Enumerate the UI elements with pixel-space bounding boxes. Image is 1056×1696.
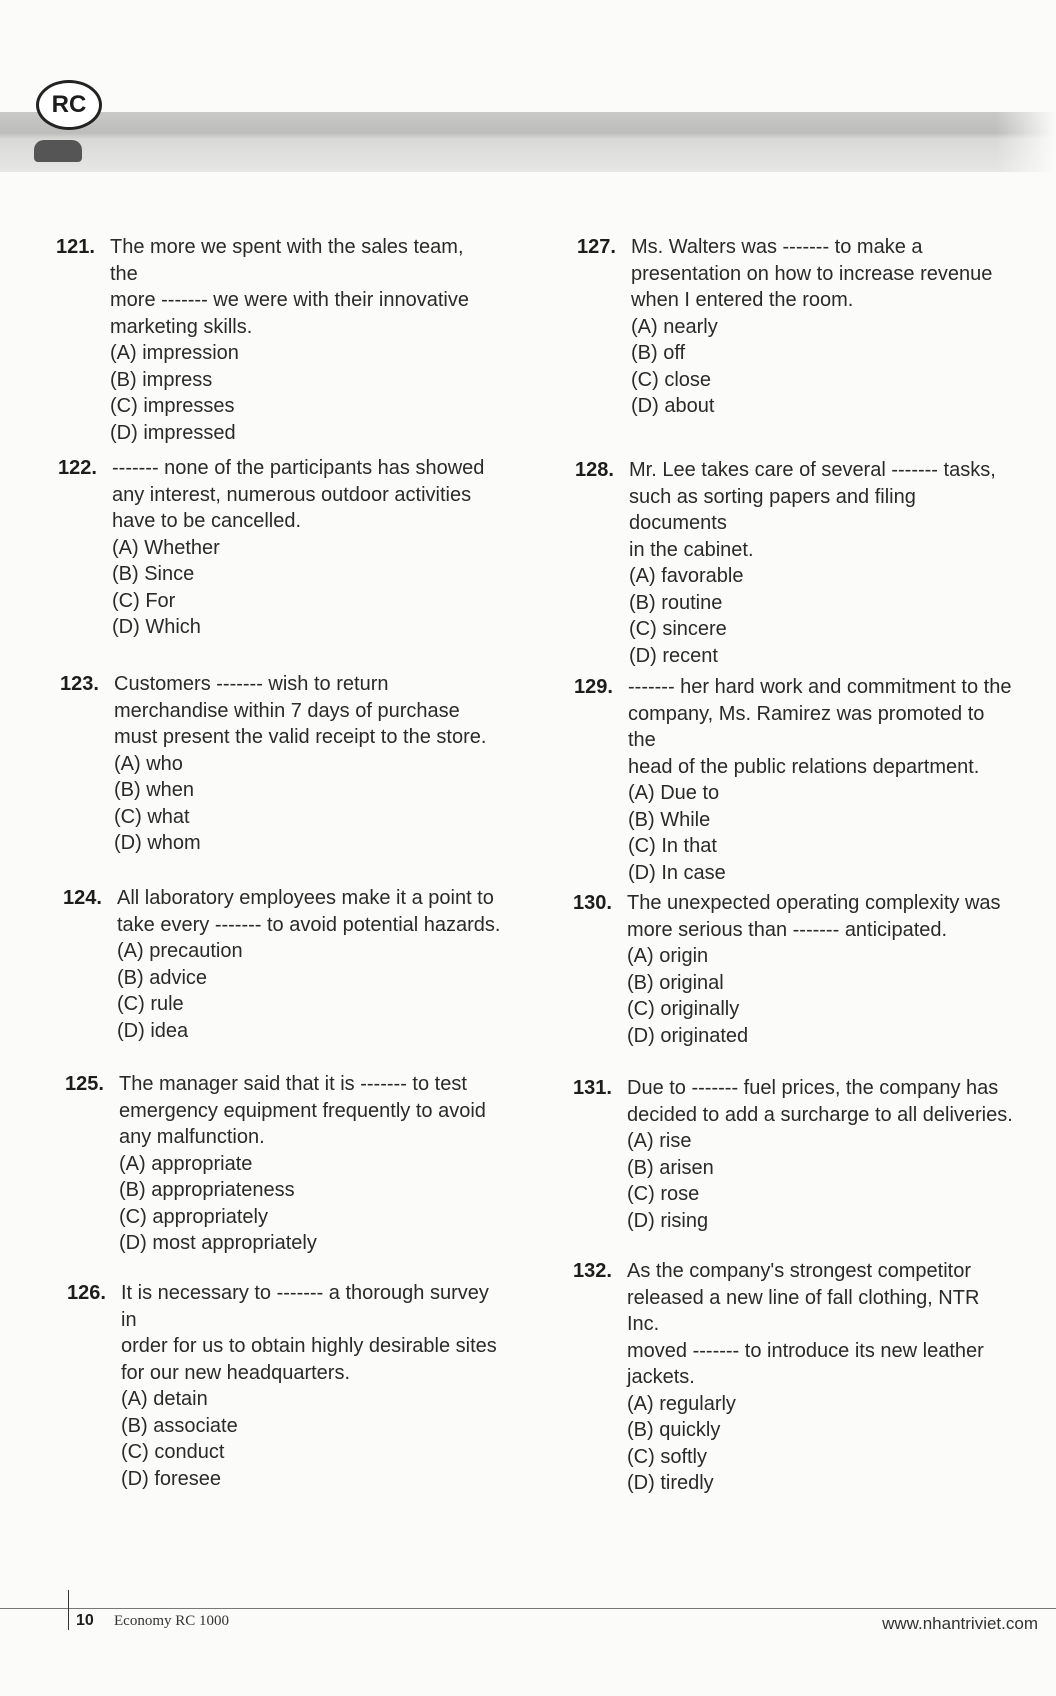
question-number: 129. <box>574 676 613 698</box>
answer-option: (C) impresses <box>110 395 235 417</box>
answer-option: (C) softly <box>627 1445 707 1468</box>
answer-option: (B) advice <box>117 966 208 989</box>
answer-option: (B) Since <box>112 563 195 585</box>
answer-option: (C) rose <box>627 1183 700 1205</box>
question-text-line: The more we spent with the sales team, the <box>110 236 464 285</box>
answer-option: (B) arisen <box>627 1156 714 1179</box>
header-band <box>0 112 1056 172</box>
question-text-line: As the company's strongest competitor <box>627 1260 971 1282</box>
question-text-line: must present the valid receipt to the store. <box>114 726 487 748</box>
question-text-line: moved ------- to introduce its new leather <box>627 1339 984 1362</box>
answer-option: (D) Which <box>112 616 201 638</box>
question-number: 123. <box>60 673 99 695</box>
answer-option: (D) idea <box>117 1019 189 1042</box>
answer-option: (A) precaution <box>117 940 243 962</box>
answer-option: (B) associate <box>121 1414 238 1437</box>
answer-option: (D) In case <box>628 861 726 884</box>
question-text-line: Due to ------- fuel prices, the company has <box>627 1077 999 1099</box>
answer-option: (D) originated <box>627 1024 749 1047</box>
answer-option: (D) most appropriately <box>119 1232 317 1254</box>
answer-option: (A) detain <box>121 1388 208 1410</box>
question-text-line: take every ------- to avoid potential hazards. <box>117 913 501 936</box>
question-number: 122. <box>58 457 97 479</box>
question-text-line: head of the public relations department. <box>628 755 980 778</box>
question-number: 128. <box>575 459 614 481</box>
question-text-line: ------- none of the participants has showed <box>112 457 485 479</box>
website: www.nhantriviet.com <box>882 1614 1038 1633</box>
question-text-line: marketing skills. <box>110 315 253 338</box>
answer-option: (D) whom <box>114 832 201 854</box>
question-text-line: order for us to obtain highly desirable sites <box>121 1335 497 1357</box>
question-128 <box>575 457 1015 669</box>
answer-option: (A) rise <box>627 1130 692 1152</box>
answer-option: (C) rule <box>117 993 184 1015</box>
answer-option: (A) origin <box>627 945 709 967</box>
answer-option: (C) originally <box>627 998 740 1020</box>
question-130 <box>573 890 1013 1049</box>
page-number: 10 <box>76 1612 94 1629</box>
question-number: 125. <box>65 1073 104 1095</box>
question-text-line: Customers ------- wish to return <box>114 673 389 695</box>
question-129 <box>574 674 1014 886</box>
answer-option: (C) In that <box>628 835 717 857</box>
question-text-line: decided to add a surcharge to all deliveries. <box>627 1103 1013 1126</box>
answer-option: (C) conduct <box>121 1441 225 1463</box>
question-124 <box>63 885 503 1044</box>
answer-option: (D) tiredly <box>627 1472 714 1494</box>
answer-option: (A) Due to <box>628 782 720 804</box>
answer-option: (A) appropriate <box>119 1152 253 1175</box>
question-text-line: The unexpected operating complexity was <box>627 892 1001 914</box>
footer-rule <box>0 1608 1056 1609</box>
question-text-line: emergency equipment frequently to avoid <box>119 1099 486 1122</box>
question-text-line: presentation on how to increase revenue <box>631 262 993 285</box>
question-text-line: Mr. Lee takes care of several ------- tasks, <box>629 459 996 481</box>
question-text-line: released a new line of fall clothing, NTR Inc. <box>627 1286 980 1335</box>
question-number: 132. <box>573 1260 612 1282</box>
question-text-line: company, Ms. Ramirez was promoted to the <box>628 702 985 751</box>
question-text-line: more serious than ------- anticipated. <box>627 918 948 941</box>
answer-option: (A) nearly <box>631 315 718 338</box>
answer-option: (A) Whether <box>112 536 220 559</box>
answer-option: (A) who <box>114 752 183 775</box>
answer-option: (B) when <box>114 779 195 801</box>
answer-option: (A) favorable <box>629 565 744 587</box>
question-123 <box>60 671 500 857</box>
answer-option: (B) off <box>631 342 686 364</box>
book-title: Economy RC 1000 <box>114 1613 229 1629</box>
question-text-line: any malfunction. <box>119 1126 265 1148</box>
question-126 <box>67 1280 507 1492</box>
answer-option: (C) For <box>112 589 176 612</box>
question-number: 130. <box>573 892 612 914</box>
question-text-line: jackets. <box>627 1366 695 1388</box>
answer-option: (C) close <box>631 368 712 391</box>
question-125 <box>65 1071 505 1257</box>
answer-option: (D) about <box>631 395 715 417</box>
question-number: 124. <box>63 887 102 909</box>
logo-text: RC <box>51 91 87 118</box>
question-text-line: All laboratory employees make it a point to <box>117 887 494 909</box>
question-131 <box>573 1075 1013 1234</box>
question-text-line: such as sorting papers and filing documents <box>629 485 916 534</box>
answer-option: (C) sincere <box>629 618 727 640</box>
answer-option: (B) quickly <box>627 1419 721 1441</box>
cartoon-illustration <box>34 140 82 162</box>
question-121 <box>56 234 496 446</box>
answer-option: (B) routine <box>629 591 723 614</box>
question-text-line: The manager said that it is ------- to test <box>119 1073 467 1095</box>
question-122 <box>58 455 498 641</box>
question-number: 121. <box>56 236 95 258</box>
answer-option: (C) what <box>114 805 190 828</box>
question-text-line: in the cabinet. <box>629 538 754 561</box>
question-text-line: any interest, numerous outdoor activities <box>112 483 472 506</box>
answer-option: (C) appropriately <box>119 1205 268 1228</box>
question-number: 127. <box>577 236 616 258</box>
answer-option: (B) appropriateness <box>119 1179 295 1201</box>
footer-tick <box>68 1590 69 1630</box>
answer-option: (A) impression <box>110 342 239 364</box>
question-text-line: merchandise within 7 days of purchase <box>114 699 460 722</box>
question-text-line: have to be cancelled. <box>112 510 302 532</box>
question-text-line: for our new headquarters. <box>121 1361 351 1384</box>
answer-option: (A) regularly <box>627 1392 736 1415</box>
answer-option: (B) original <box>627 971 724 994</box>
answer-option: (B) impress <box>110 368 213 391</box>
answer-option: (D) recent <box>629 644 718 667</box>
question-text-line: ------- her hard work and commitment to the <box>628 676 1012 698</box>
question-text-line: when I entered the room. <box>631 289 854 311</box>
answer-option: (D) impressed <box>110 421 236 444</box>
question-number: 131. <box>573 1077 612 1099</box>
answer-option: (B) While <box>628 808 711 831</box>
answer-option: (D) foresee <box>121 1467 222 1490</box>
answer-option: (D) rising <box>627 1209 709 1232</box>
rc-logo <box>36 80 102 130</box>
question-132 <box>573 1258 1013 1497</box>
question-text-line: It is necessary to ------- a thorough survey in <box>121 1282 489 1331</box>
question-text-line: more ------- we were with their innovative <box>110 289 469 311</box>
question-text-line: Ms. Walters was ------- to make a <box>631 236 923 258</box>
question-number: 126. <box>67 1282 106 1304</box>
question-127 <box>577 234 1017 420</box>
